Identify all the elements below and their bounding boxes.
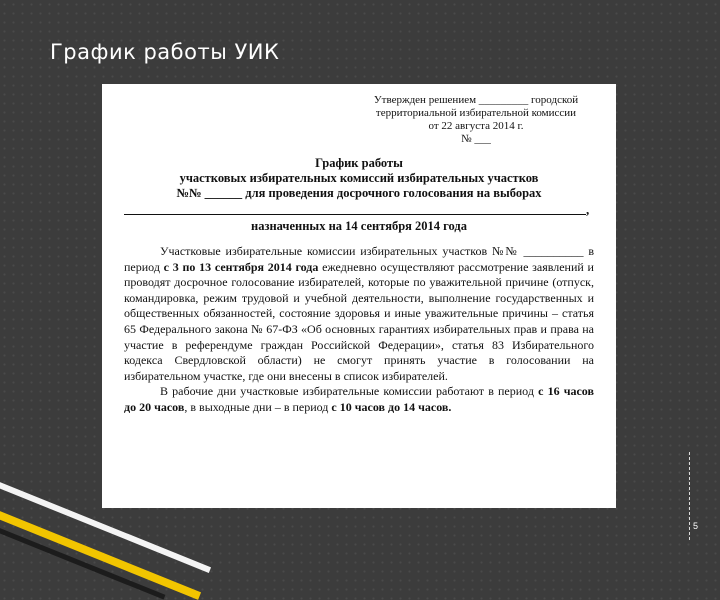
approval-block [356,94,596,146]
title-blank-comma: , [586,202,590,217]
paragraph-1-text-b: ежедневно осуществляют рассмотрение заявлений и проводят досрочное голосование избирателей, которые по уважительной причине (отпуск, командировка, режим трудовой и учебной деятельности, выполнение государственных и общественных обязанностей, состояние здоровья и иные уважительные причины – статья 65 Федерального закона № 67-ФЗ «Об основных гарантиях избирательных прав и права на участие в референдуме граждан Российской Федерации», статья 83 Избирательного кодекса Свердловской области) не смогут принять участие в голосовании на избирательном участке, где они внесены в список избирателей. [124,259,594,383]
document-title [124,156,594,201]
page-number: 5 [693,521,699,531]
approval-line-3: от 22 августа 2014 г. [428,120,524,132]
paragraph-2-weekday-hours: с 16 часов до 20 часов [124,384,594,414]
document-image [102,84,616,508]
paragraph-2-text-b: , в выходные дни – в период [184,399,332,414]
approval-line-1: Утвержден решением _________ городской [373,94,579,106]
paragraph-2-text-a: В рабочие дни участковые избирательные комиссии работают в период [160,384,539,399]
title-blank-line [124,214,586,215]
paragraph-2 [124,384,594,415]
paragraph-1-dates: с 3 по 13 сентября 2014 года [163,259,319,274]
document-body [124,244,594,416]
title-line-3: №№ ______ для проведения досрочного голосования на выборах [176,186,542,200]
paragraph-2-weekend-hours: с 10 часов до 14 часов. [331,399,452,414]
decorative-dashed-line [689,452,690,540]
paragraph-1 [124,244,594,384]
approval-line-2: территориальной избирательной комиссии [375,107,577,119]
title-date-line: назначенных на 14 сентября 2014 года [251,219,467,233]
decorative-stripe-yellow [0,495,201,600]
decorative-stripe-dark [0,520,165,600]
approval-line-4: № ___ [461,133,491,145]
slide-title: График работы УИК [50,40,280,64]
title-blank-row [124,203,594,218]
title-line-2: участковых избирательных комиссий избирательных участков [179,171,539,185]
title-line-1: График работы [315,156,403,170]
paragraph-1-text-a: Участковые избирательные комиссии избирательных участков №№ __________ в период [124,244,594,274]
